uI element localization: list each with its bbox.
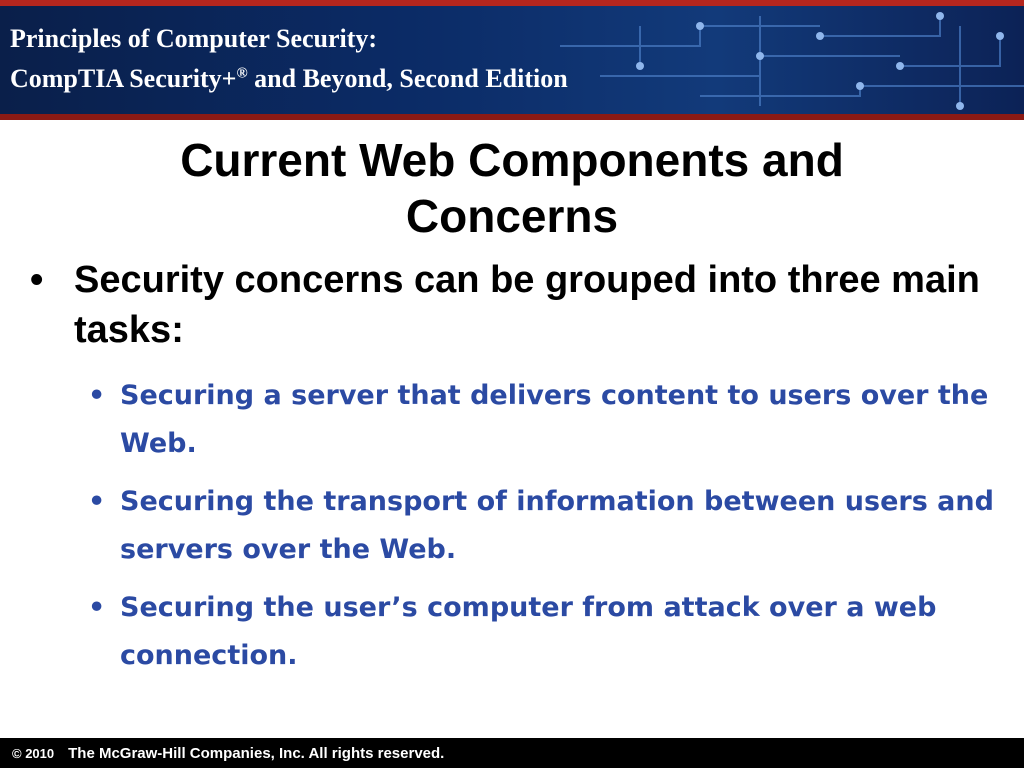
company-rights-text: The McGraw-Hill Companies, Inc. All rights reserved. bbox=[68, 744, 445, 762]
sub-bullet-item bbox=[88, 478, 1008, 574]
bullet-icon: • bbox=[88, 592, 106, 623]
sub-bullet-item bbox=[88, 372, 1008, 468]
header-banner bbox=[0, 0, 1024, 120]
book-title-suffix: and Beyond, Second Edition bbox=[247, 64, 568, 93]
book-title-line1: Principles of Computer Security: bbox=[10, 24, 378, 53]
slide-title-line2: Concerns bbox=[405, 190, 619, 242]
sub-bullet-list bbox=[88, 372, 1008, 690]
main-bullet bbox=[30, 255, 990, 355]
circuit-background-graphic bbox=[0, 6, 1024, 114]
book-title-line2 bbox=[10, 64, 568, 94]
main-bullet-text: Security concerns can be grouped into three main tasks: bbox=[74, 259, 980, 351]
bullet-icon: • bbox=[30, 259, 44, 301]
sub-bullet-item bbox=[88, 584, 1008, 680]
slide-title bbox=[0, 132, 1024, 244]
sub-bullet-text: Securing the user’s computer from attack over a web connection. bbox=[120, 592, 937, 671]
slide-title-line1: Current Web Components and bbox=[180, 134, 844, 186]
registered-mark: ® bbox=[236, 65, 248, 82]
footer-bar bbox=[0, 738, 1024, 768]
banner-red-stripe-bottom bbox=[0, 114, 1024, 120]
bullet-icon: • bbox=[88, 486, 106, 517]
copyright-notice: © 2010 bbox=[12, 745, 55, 761]
book-title-prefix: CompTIA Security+ bbox=[10, 64, 237, 93]
sub-bullet-text: Securing a server that delivers content to users over the Web. bbox=[120, 380, 989, 459]
bullet-icon: • bbox=[88, 380, 106, 411]
sub-bullet-text: Securing the transport of information between users and servers over the Web. bbox=[120, 486, 994, 565]
